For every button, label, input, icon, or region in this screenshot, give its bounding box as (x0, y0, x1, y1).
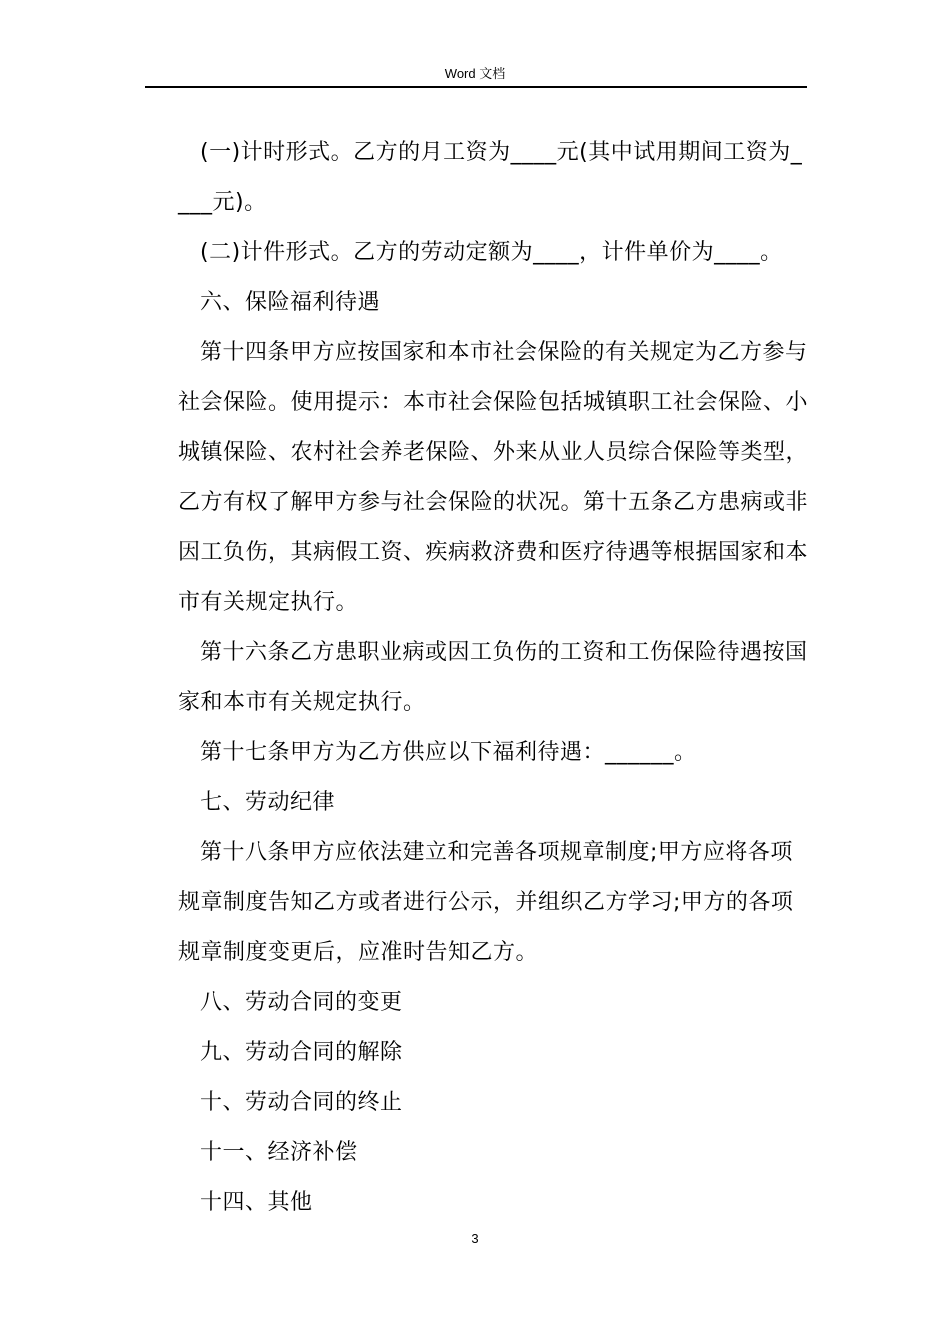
section-heading-insurance: 六、保险福利待遇 (200, 290, 381, 315)
section-heading-other: 十四、其他 (200, 1190, 313, 1215)
paragraph-article-17: 第十七条甲方为乙方供应以下福利待遇：______。 (200, 740, 697, 765)
paragraph-article-18: 第十八条甲方应依法建立和完善各项规章制度;甲方应将各项规章制度告知乙方或者进行公示，并组织乙方学习;甲方的各项规章制度变更后，应准时告知乙方。 (178, 840, 794, 965)
paragraph-article-16: 第十六条乙方患职业病或因工负伤的工资和工伤保险待遇按国家和本市有关规定执行。 (178, 640, 808, 715)
section-heading-discipline: 七、劳动纪律 (200, 790, 336, 815)
section-heading-contract-end: 十、劳动合同的终止 (200, 1090, 403, 1115)
section-heading-contract-change: 八、劳动合同的变更 (200, 990, 403, 1015)
header-divider (145, 86, 807, 88)
section-heading-contract-termination: 九、劳动合同的解除 (200, 1040, 403, 1065)
page-number: 3 (471, 1231, 479, 1246)
paragraph-article-14-15: 第十四条甲方应按国家和本市社会保险的有关规定为乙方参与社会保险。使用提示：本市社会保险包括城镇职工社会保险、小城镇保险、农村社会养老保险、外来从业人员综合保险等类型，乙方有权了解甲方参与社会保险的状况。第十五条乙方患病或非因工负伤，其病假工资、疾病救济费和医疗待遇等根据国家和本市有关规定执行。 (178, 340, 809, 615)
document-body (178, 128, 808, 1228)
paragraph-piece-based-pay: (二)计件形式。乙方的劳动定额为____，计件单价为____。 (200, 240, 783, 265)
section-heading-compensation: 十一、经济补偿 (200, 1140, 358, 1165)
paragraph-time-based-pay: (一)计时形式。乙方的月工资为____元(其中试用期间工资为____元)。 (178, 140, 803, 215)
page-header: Word 文档 (444, 66, 506, 81)
